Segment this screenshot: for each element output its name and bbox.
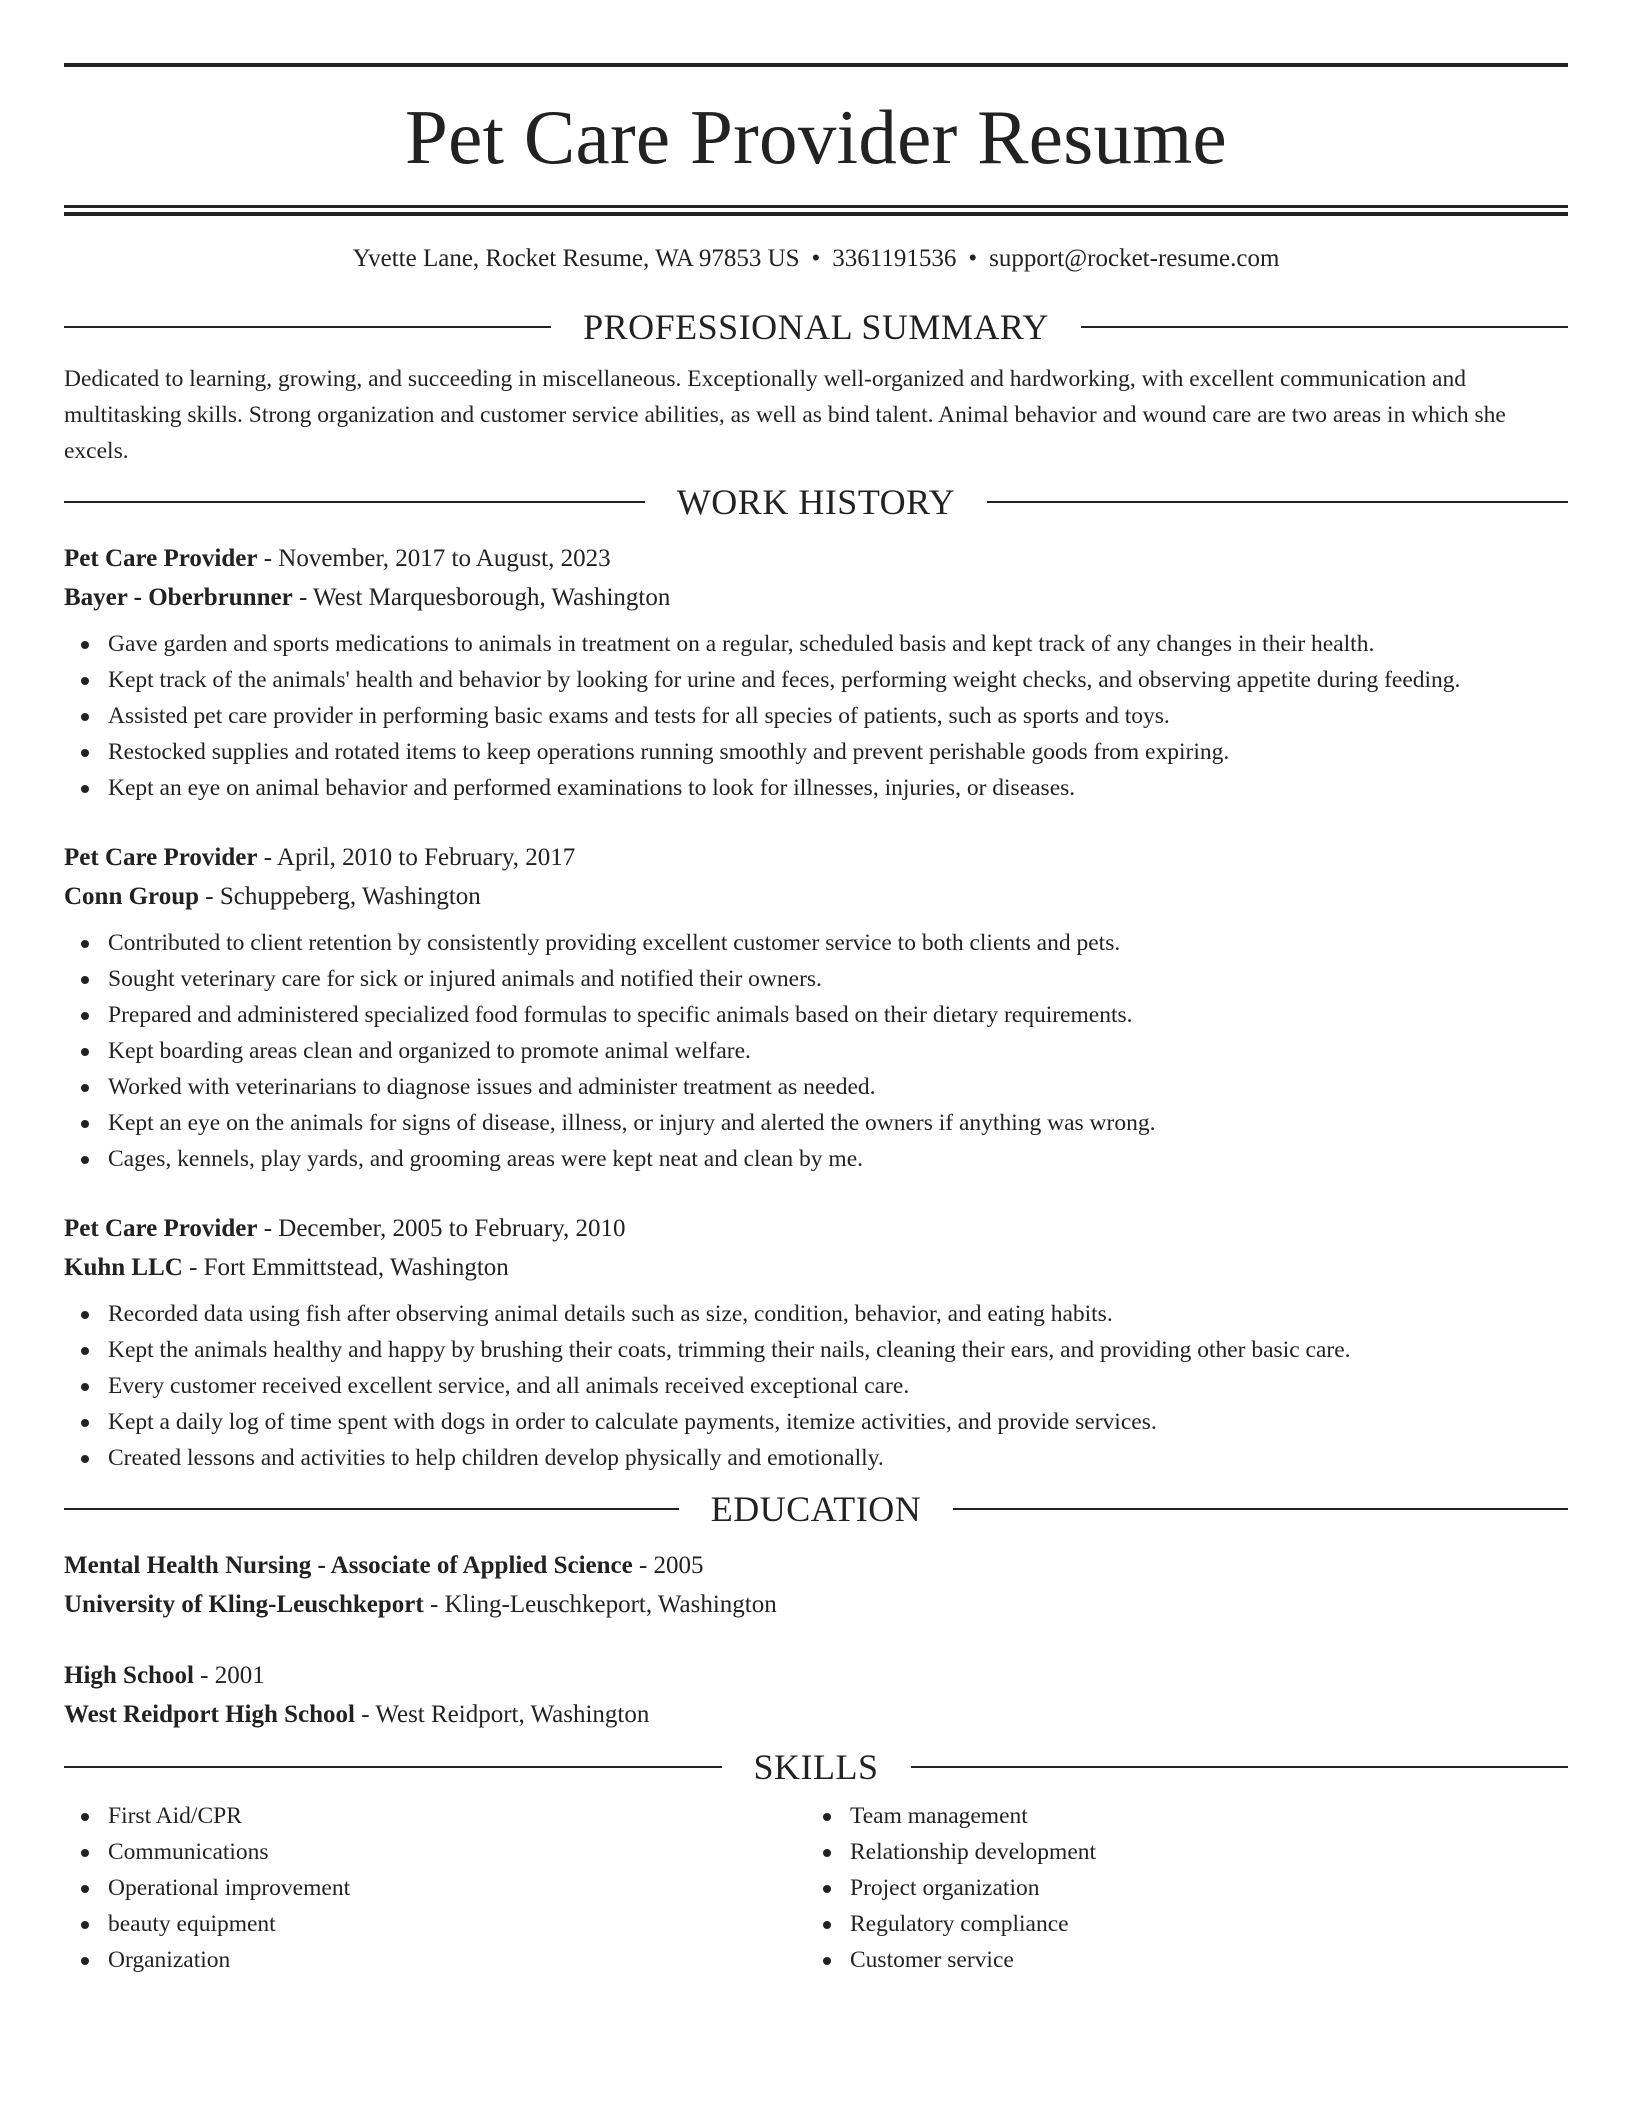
section-header-summary: [64, 306, 1568, 348]
contact-separator: •: [968, 245, 978, 272]
skills-list-right: [806, 1798, 1548, 1978]
job-title: Pet Care Provider: [64, 1215, 258, 1242]
contact-phone: 3361191536: [832, 245, 957, 272]
top-rule: [64, 63, 1568, 67]
job-location: - Fort Emmittstead, Washington: [189, 1254, 509, 1281]
skill-item: Communications: [64, 1834, 806, 1870]
list-item: Recorded data using fish after observing animal details such as size, condition, behavior, and eating habits.: [64, 1296, 1568, 1332]
skill-item: Organization: [64, 1942, 806, 1978]
education-year: - 2005: [638, 1552, 704, 1579]
education-degree-line: [64, 1546, 1568, 1585]
job-company: Bayer - Oberbrunner: [64, 584, 293, 611]
list-item: Sought veterinary care for sick or injured animals and notified their owners.: [64, 961, 1568, 997]
job-entry: [64, 1209, 1568, 1476]
list-item: Kept an eye on animal behavior and performed examinations to look for illnesses, injuries, or diseases.: [64, 770, 1568, 806]
skill-item: Relationship development: [806, 1834, 1548, 1870]
divider-line: [1081, 326, 1568, 328]
list-item: Kept boarding areas clean and organized to promote animal welfare.: [64, 1033, 1568, 1069]
divider-line: [987, 501, 1568, 503]
resume-page: [64, 0, 1568, 1978]
education-school-line: [64, 1695, 1568, 1734]
contact-email: support@rocket-resume.com: [989, 245, 1280, 272]
list-item: Cages, kennels, play yards, and grooming areas were kept neat and clean by me.: [64, 1141, 1568, 1177]
education-school-line: [64, 1585, 1568, 1624]
contact-address: Yvette Lane, Rocket Resume, WA 97853 US: [352, 245, 800, 272]
divider-line: [64, 1766, 722, 1768]
job-company-line: [64, 1248, 1568, 1287]
skill-item: beauty equipment: [64, 1906, 806, 1942]
job-company: Kuhn LLC: [64, 1254, 183, 1281]
divider-line: [953, 1508, 1568, 1510]
section-header-skills: [64, 1746, 1568, 1788]
title-double-rule: [64, 205, 1568, 216]
job-title-line: [64, 1209, 1568, 1248]
skill-item: Customer service: [806, 1942, 1548, 1978]
list-item: Contributed to client retention by consistently providing excellent customer service to both clients and pets.: [64, 925, 1568, 961]
divider-line: [64, 1508, 679, 1510]
section-title: PROFESSIONAL SUMMARY: [583, 307, 1049, 347]
education-school: West Reidport High School: [64, 1701, 355, 1728]
section-title: EDUCATION: [710, 1489, 922, 1529]
contact-separator: •: [811, 245, 821, 272]
list-item: Kept the animals healthy and happy by brushing their coats, trimming their nails, cleaning their ears, and providing other basic care.: [64, 1332, 1568, 1368]
list-item: Every customer received excellent service, and all animals received exceptional care.: [64, 1368, 1568, 1404]
divider-line: [64, 326, 551, 328]
job-dates: - November, 2017 to August, 2023: [263, 545, 611, 572]
job-entry: [64, 838, 1568, 1177]
education-location: - Kling-Leuschkeport, Washington: [429, 1591, 777, 1618]
section-title: WORK HISTORY: [676, 482, 956, 522]
list-item: Created lessons and activities to help children develop physically and emotionally.: [64, 1440, 1568, 1476]
education-entry: [64, 1656, 1568, 1734]
education-entry: [64, 1546, 1568, 1624]
divider-line: [911, 1766, 1569, 1768]
section-header-work: [64, 481, 1568, 523]
job-bullets: [64, 1296, 1568, 1476]
list-item: Kept track of the animals' health and behavior by looking for urine and feces, performing weight checks, and observing appetite during feeding.: [64, 662, 1568, 698]
skills-list-left: [64, 1798, 806, 1978]
job-location: - West Marquesborough, Washington: [298, 584, 671, 611]
list-item: Assisted pet care provider in performing basic exams and tests for all species of patients, such as sports and toys.: [64, 698, 1568, 734]
divider-line: [64, 501, 645, 503]
section-title: SKILLS: [753, 1747, 879, 1787]
education-degree: Mental Health Nursing - Associate of Applied Science: [64, 1552, 633, 1579]
summary-text: Dedicated to learning, growing, and succeeding in miscellaneous. Exceptionally well-organized and hardworking, with excellent communication and multitasking skills. Strong organization and customer service abilities, as well as bind talent. Animal behavior and wound care are two areas in which she excels.: [64, 366, 1506, 464]
job-company: Conn Group: [64, 883, 200, 910]
education-degree: High School: [64, 1662, 194, 1689]
list-item: Gave garden and sports medications to animals in treatment on a regular, scheduled basis and kept track of any changes in their health.: [64, 626, 1568, 662]
list-item: Kept an eye on the animals for signs of disease, illness, or injury and alerted the owners if anything was wrong.: [64, 1105, 1568, 1141]
job-entry: [64, 539, 1568, 806]
job-title: Pet Care Provider: [64, 844, 258, 871]
job-bullets: [64, 925, 1568, 1177]
education-degree-line: [64, 1656, 1568, 1695]
skill-item: Project organization: [806, 1870, 1548, 1906]
contact-line: [64, 243, 1568, 275]
job-title-line: [64, 838, 1568, 877]
page-title: Pet Care Provider Resume: [405, 94, 1227, 180]
job-title-line: [64, 539, 1568, 578]
skill-item: Team management: [806, 1798, 1548, 1834]
skill-item: First Aid/CPR: [64, 1798, 806, 1834]
job-location: - Schuppeberg, Washington: [205, 883, 481, 910]
list-item: Restocked supplies and rotated items to keep operations running smoothly and prevent perishable goods from expiring.: [64, 734, 1568, 770]
job-company-line: [64, 578, 1568, 617]
education-year: - 2001: [200, 1662, 265, 1689]
education-school: University of Kling-Leuschkeport: [64, 1591, 424, 1618]
job-company-line: [64, 877, 1568, 916]
list-item: Kept a daily log of time spent with dogs in order to calculate payments, itemize activities, and provide services.: [64, 1404, 1568, 1440]
job-dates: - December, 2005 to February, 2010: [263, 1215, 626, 1242]
section-header-education: [64, 1488, 1568, 1530]
education-location: - West Reidport, Washington: [361, 1701, 650, 1728]
skill-item: Operational improvement: [64, 1870, 806, 1906]
job-bullets: [64, 626, 1568, 806]
list-item: Prepared and administered specialized food formulas to specific animals based on their dietary requirements.: [64, 997, 1568, 1033]
job-title: Pet Care Provider: [64, 545, 258, 572]
skills-columns: [64, 1798, 1568, 1978]
job-dates: - April, 2010 to February, 2017: [263, 844, 576, 871]
list-item: Worked with veterinarians to diagnose issues and administer treatment as needed.: [64, 1069, 1568, 1105]
skill-item: Regulatory compliance: [806, 1906, 1548, 1942]
